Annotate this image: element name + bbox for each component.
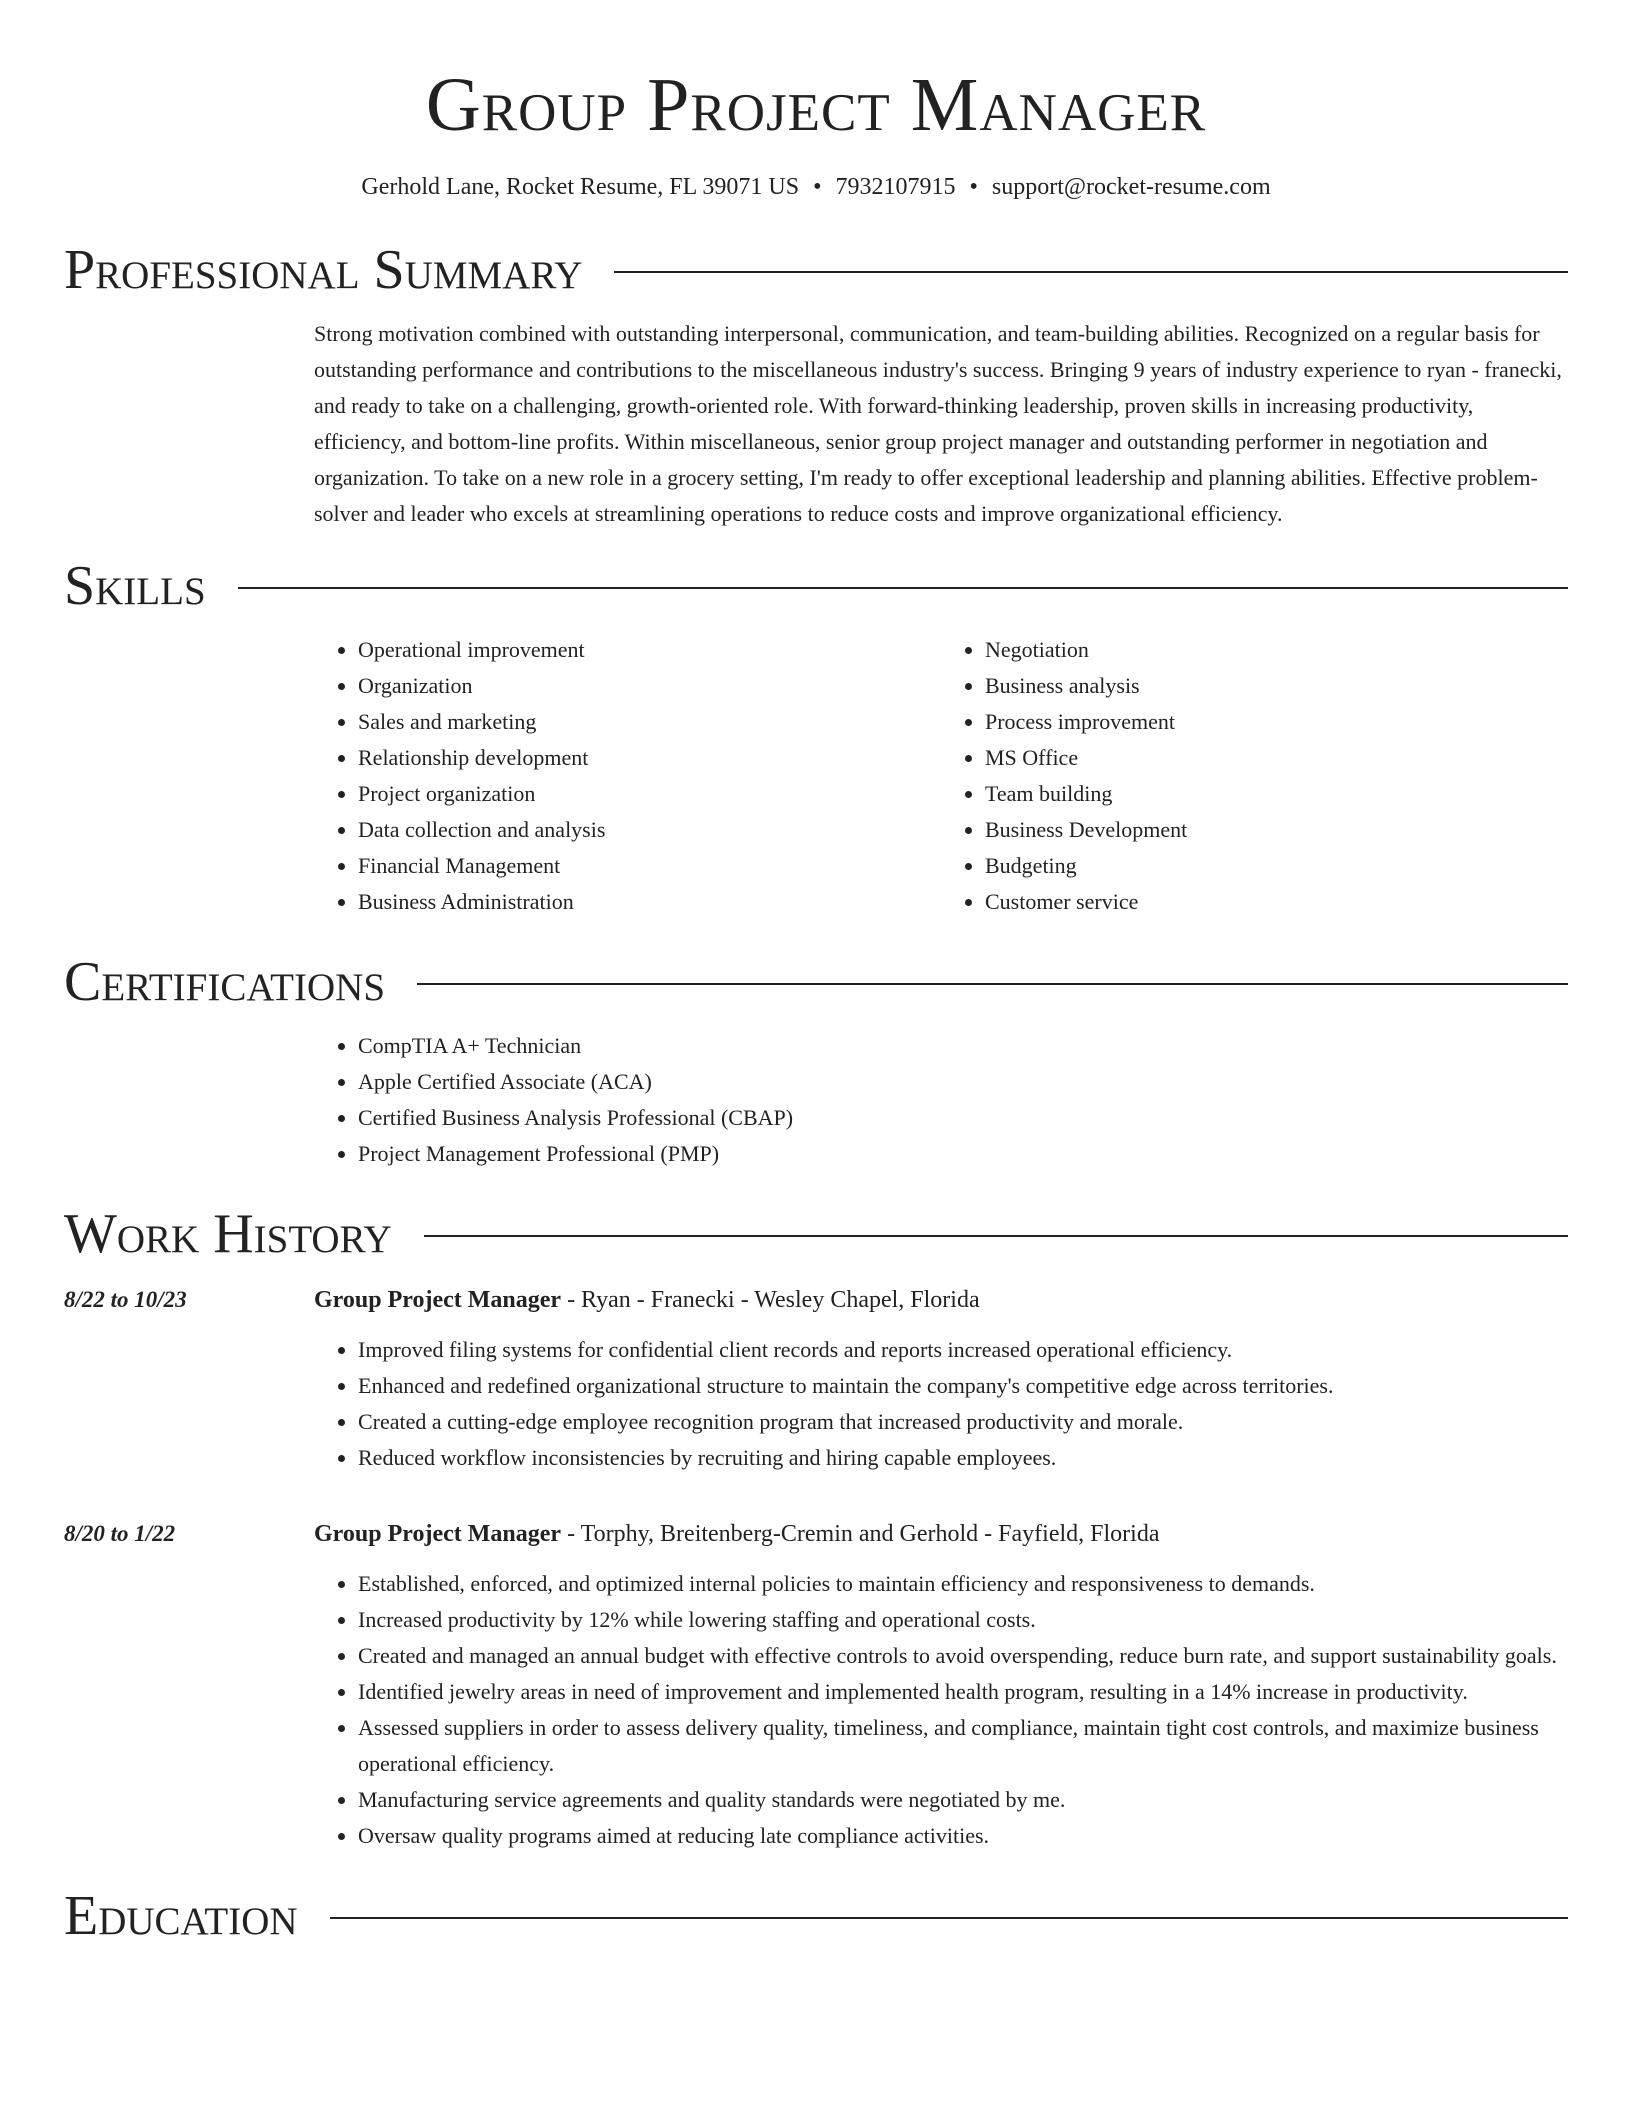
skill-item: • Business analysis (985, 668, 1568, 704)
job-company-location: - Torphy, Breitenberg-Cremin and Gerhold - Fayfield, Florida (561, 1521, 1160, 1547)
job-entry (64, 1516, 1568, 1854)
skill-item: • Operational improvement (358, 632, 941, 668)
job-title-line (314, 1282, 1568, 1318)
skills-section-header (64, 554, 1568, 618)
job-bullet: • Enhanced and redefined organizational structure to maintain the company's competitive edge across territories. (358, 1368, 1568, 1404)
job-bullet: • Oversaw quality programs aimed at reducing late compliance activities. (358, 1818, 1568, 1854)
certification-item: • Project Management Professional (PMP) (358, 1136, 1568, 1172)
skill-item: • Customer service (985, 884, 1568, 920)
job-bullet: • Reduced workflow inconsistencies by recruiting and hiring capable employees. (358, 1440, 1568, 1476)
section-divider (417, 983, 1568, 985)
job-bullets (314, 1332, 1568, 1476)
skill-item: • Team building (985, 776, 1568, 812)
job-bullet: • Assessed suppliers in order to assess delivery quality, timeliness, and compliance, maintain tight cost controls, and maximize business operational efficiency. (358, 1710, 1568, 1782)
skill-item: • Process improvement (985, 704, 1568, 740)
skill-item: • Project organization (358, 776, 941, 812)
skill-item: • Data collection and analysis (358, 812, 941, 848)
work-history-heading: Work History (64, 1203, 392, 1265)
certification-item: • Certified Business Analysis Professional (CBAP) (358, 1100, 1568, 1136)
section-divider (424, 1235, 1568, 1237)
job-title: Group Project Manager (314, 1521, 562, 1547)
section-divider (238, 587, 1568, 589)
contact-phone: 7932107915 (835, 174, 956, 200)
skill-item: • Negotiation (985, 632, 1568, 668)
job-bullet: • Identified jewelry areas in need of improvement and implemented health program, resulting in a 14% increase in productivity. (358, 1674, 1568, 1710)
skill-item: • Budgeting (985, 848, 1568, 884)
work-history-section-header (64, 1202, 1568, 1266)
education-heading: Education (64, 1885, 298, 1947)
contact-line (64, 172, 1568, 202)
certifications-heading: Certifications (64, 951, 386, 1013)
summary-text: Strong motivation combined with outstanding interpersonal, communication, and team-building abilities. Recognized on a regular basis for outstanding performance and contributions to the miscellaneous industry's success. Bringing 9 years of industry experience to ryan - franecki, and ready to take on a challenging, growth-oriented role. With forward-thinking leadership, proven skills in increasing productivity, efficiency, and bottom-line profits. Within miscellaneous, senior group project manager and outstanding performer in negotiation and organization. To take on a new role in a grocery setting, I'm ready to offer exceptional leadership and planning abilities. Effective problem-solver and leader who excels at streamlining operations to reduce costs and improve organizational efficiency. (314, 321, 1562, 526)
skill-item: • MS Office (985, 740, 1568, 776)
job-bullet: • Established, enforced, and optimized internal policies to maintain efficiency and responsiveness to demands. (358, 1566, 1568, 1602)
skill-item: • Relationship development (358, 740, 941, 776)
job-bullet: • Improved filing systems for confidential client records and reports increased operational efficiency. (358, 1332, 1568, 1368)
contact-address: Gerhold Lane, Rocket Resume, FL 39071 US (361, 174, 800, 200)
certifications-section-header (64, 950, 1568, 1014)
education-section-header (64, 1884, 1568, 1948)
skills-grid (314, 632, 1568, 920)
job-dates: 8/22 to 10/23 (64, 1287, 187, 1312)
job-bullet: • Created a cutting-edge employee recognition program that increased productivity and morale. (358, 1404, 1568, 1440)
job-bullet: • Created and managed an annual budget with effective controls to avoid overspending, reduce burn rate, and support sustainability goals. (358, 1638, 1568, 1674)
job-bullets (314, 1566, 1568, 1854)
skills-list-left (314, 632, 941, 920)
job-title-line (314, 1516, 1568, 1552)
job-entry (64, 1282, 1568, 1476)
skill-item: • Business Development (985, 812, 1568, 848)
certification-item: • CompTIA A+ Technician (358, 1028, 1568, 1064)
certifications-list (314, 1028, 1568, 1172)
skill-item: • Business Administration (358, 884, 941, 920)
summary-heading: Professional Summary (64, 239, 583, 301)
section-divider (614, 271, 1568, 273)
job-dates: 8/20 to 1/22 (64, 1521, 176, 1546)
skills-heading: Skills (64, 555, 206, 617)
skills-list-right (941, 632, 1568, 920)
skill-item: • Financial Management (358, 848, 941, 884)
resume-name: Group Project Manager (425, 63, 1207, 147)
job-bullet: • Manufacturing service agreements and quality standards were negotiated by me. (358, 1782, 1568, 1818)
summary-section-header (64, 238, 1568, 302)
resume-page (64, 0, 1568, 1948)
job-company-location: - Ryan - Franecki - Wesley Chapel, Florida (561, 1287, 980, 1313)
skill-item: • Organization (358, 668, 941, 704)
contact-separator: • (969, 174, 978, 200)
contact-separator: • (813, 174, 822, 200)
job-title: Group Project Manager (314, 1287, 562, 1313)
skill-item: • Sales and marketing (358, 704, 941, 740)
contact-email: support@rocket-resume.com (991, 174, 1271, 200)
section-divider (330, 1917, 1568, 1919)
certification-item: • Apple Certified Associate (ACA) (358, 1064, 1568, 1100)
job-bullet: • Increased productivity by 12% while lowering staffing and operational costs. (358, 1602, 1568, 1638)
